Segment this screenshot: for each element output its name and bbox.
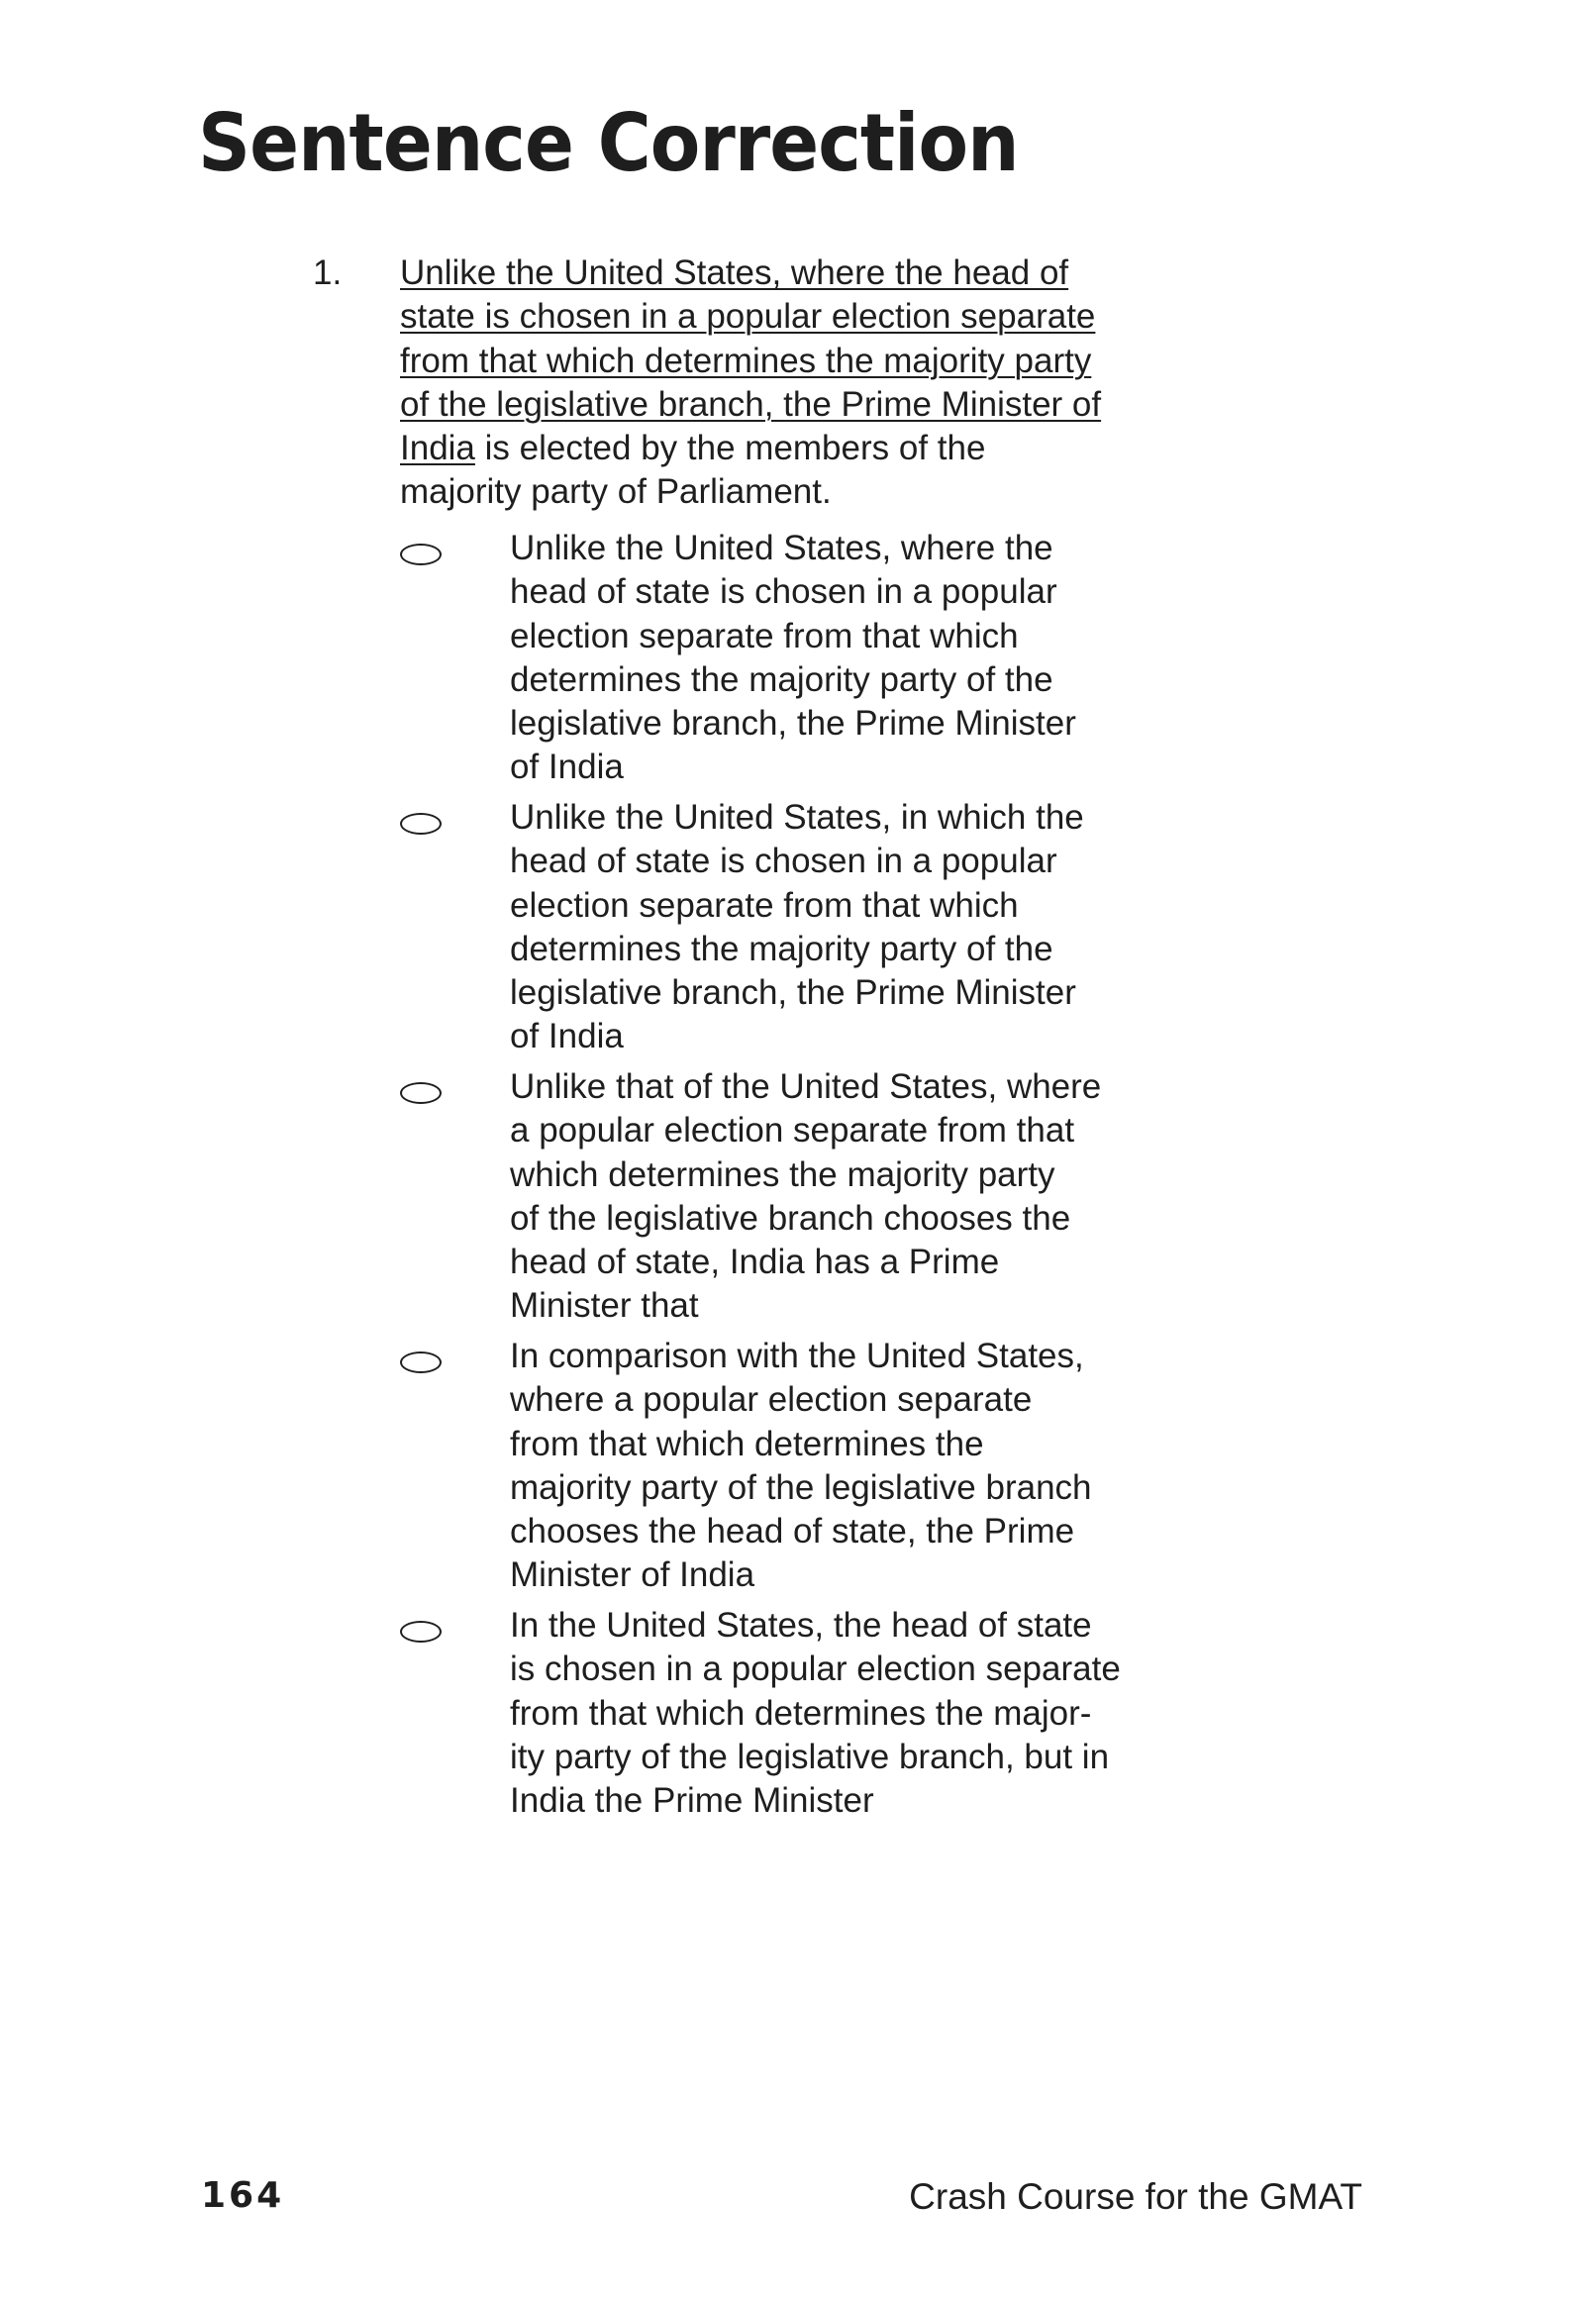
stem-line bbox=[400, 427, 1192, 470]
choice-line: ity party of the legislative branch, but in bbox=[510, 1737, 1110, 1776]
answer-choices bbox=[400, 527, 1192, 1873]
choice-line: legislative branch, the Prime Minister bbox=[510, 704, 1076, 744]
stem-line bbox=[400, 295, 1192, 339]
choice-line: head of state is chosen in a popular bbox=[510, 842, 1057, 881]
question-stem bbox=[400, 251, 1192, 515]
choice-line: election separate from that which bbox=[510, 616, 1019, 655]
choice-line: determines the majority party of the bbox=[510, 929, 1053, 968]
stem-line bbox=[400, 340, 1192, 383]
stem-underlined-text: Unlike the United States, where the head of bbox=[400, 253, 1069, 292]
choice-line: from that which determines the major- bbox=[510, 1693, 1092, 1733]
choice-line: head of state is chosen in a popular bbox=[510, 572, 1057, 612]
question-number: 1. bbox=[313, 253, 343, 292]
choice-line: chooses the head of state, the Prime bbox=[510, 1512, 1075, 1551]
stem-underlined-text: from that which determines the majority party bbox=[400, 341, 1092, 380]
answer-choice-text bbox=[510, 1065, 1183, 1329]
page-title: Sentence Correction bbox=[198, 97, 1019, 189]
page-number: 164 bbox=[201, 2175, 285, 2216]
choice-line: In comparison with the United States, bbox=[510, 1337, 1084, 1375]
stem-line bbox=[400, 470, 1192, 514]
answer-choice-a[interactable] bbox=[400, 527, 1192, 796]
choice-line: legislative branch, the Prime Minister bbox=[510, 973, 1076, 1013]
answer-choice-b[interactable] bbox=[400, 796, 1192, 1065]
choice-line: Unlike the United States, where the bbox=[510, 529, 1053, 567]
choice-line: Unlike the United States, in which the bbox=[510, 798, 1084, 837]
choice-line: is chosen in a popular election separate bbox=[510, 1650, 1121, 1689]
choice-line: of India bbox=[510, 748, 624, 787]
answer-choice-e[interactable] bbox=[400, 1604, 1192, 1873]
answer-choice-text bbox=[510, 527, 1183, 790]
stem-underlined-text: state is chosen in a popular election separate bbox=[400, 297, 1096, 337]
choice-line: Unlike that of the United States, where bbox=[510, 1067, 1102, 1106]
choice-line: determines the majority party of the bbox=[510, 659, 1053, 699]
answer-choice-text bbox=[510, 1604, 1183, 1823]
choice-line: India the Prime Minister bbox=[510, 1781, 874, 1821]
answer-choice-text bbox=[510, 796, 1183, 1059]
choice-line: a popular election separate from that bbox=[510, 1111, 1075, 1150]
choice-line: majority party of the legislative branch bbox=[510, 1467, 1092, 1507]
stem-plain-text: is elected by the members of the bbox=[474, 429, 986, 468]
answer-bubble-icon[interactable] bbox=[400, 544, 442, 565]
choice-line: from that which determines the bbox=[510, 1424, 984, 1463]
book-title: Crash Course for the GMAT bbox=[909, 2176, 1362, 2217]
choice-line: of India bbox=[510, 1017, 624, 1056]
answer-choice-d[interactable] bbox=[400, 1335, 1192, 1604]
choice-line: head of state, India has a Prime bbox=[510, 1243, 1000, 1282]
answer-bubble-icon[interactable] bbox=[400, 813, 442, 835]
stem-line bbox=[400, 383, 1192, 427]
answer-bubble-icon[interactable] bbox=[400, 1082, 442, 1104]
choice-line: election separate from that which bbox=[510, 885, 1019, 925]
answer-choice-c[interactable] bbox=[400, 1065, 1192, 1335]
stem-plain-text: majority party of Parliament. bbox=[400, 472, 832, 512]
choice-line: which determines the majority party bbox=[510, 1154, 1055, 1194]
choice-line: where a popular election separate bbox=[510, 1380, 1033, 1420]
stem-underlined-text: of the legislative branch, the Prime Minister of bbox=[400, 384, 1102, 424]
choice-line: Minister of India bbox=[510, 1555, 755, 1595]
answer-bubble-icon[interactable] bbox=[400, 1621, 442, 1643]
choice-line: In the United States, the head of state bbox=[510, 1606, 1092, 1645]
choice-line: of the legislative branch chooses the bbox=[510, 1198, 1071, 1238]
choice-line: Minister that bbox=[510, 1286, 699, 1326]
stem-underlined-text: India bbox=[400, 429, 475, 468]
stem-line bbox=[400, 251, 1192, 295]
answer-bubble-icon[interactable] bbox=[400, 1351, 442, 1373]
answer-choice-text bbox=[510, 1335, 1183, 1598]
